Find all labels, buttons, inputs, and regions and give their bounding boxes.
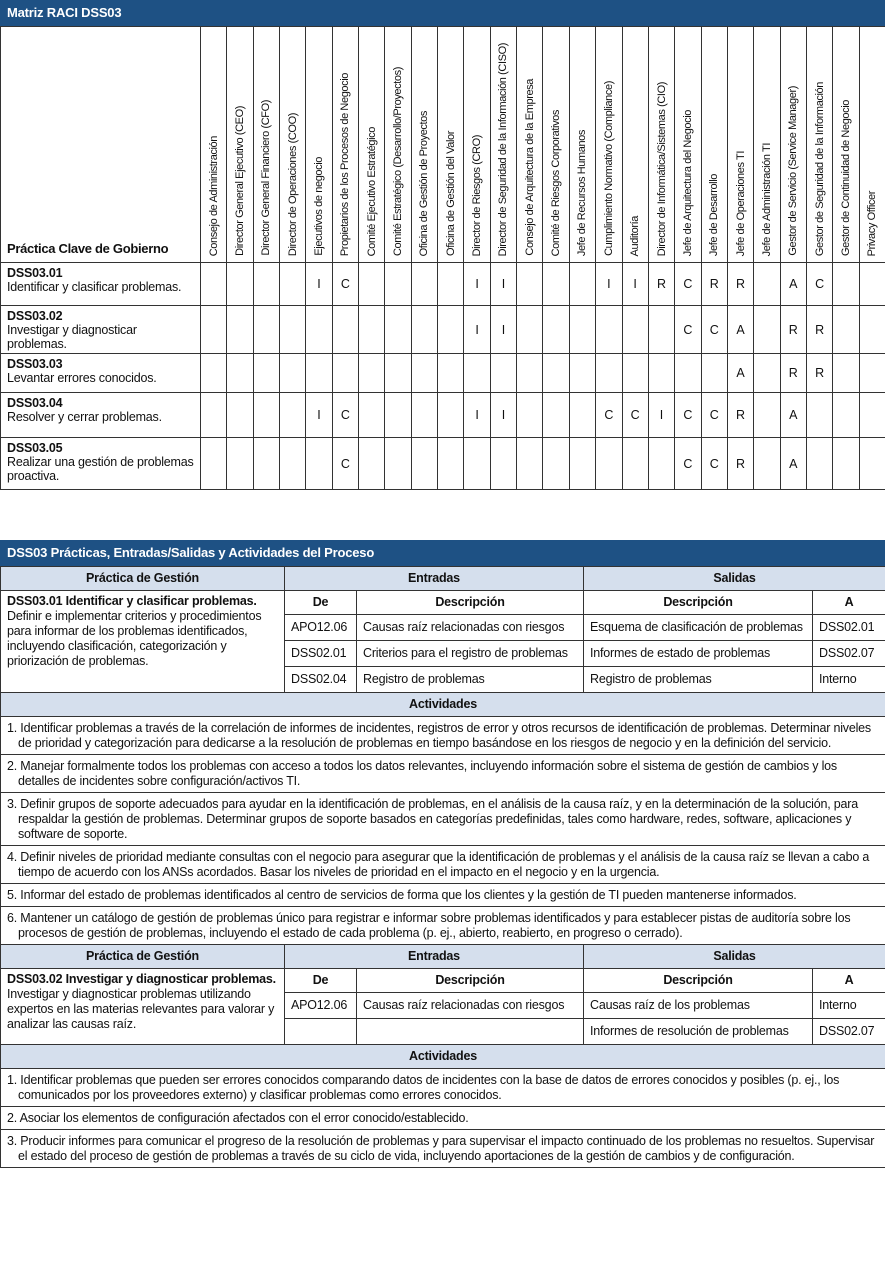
raci-cell: C (332, 263, 358, 306)
raci-cell (622, 438, 648, 490)
raci-cell (648, 438, 674, 490)
raci-role-header (569, 27, 595, 263)
io-from (285, 1019, 357, 1045)
raci-cell (411, 393, 437, 438)
raci-role-label: Director General Financiero (CFO) (260, 100, 273, 256)
raci-cell (201, 354, 227, 393)
raci-cell (596, 438, 622, 490)
raci-role-header (359, 27, 385, 263)
practice-title: DSS03.01 Identificar y clasificar problemas. (7, 594, 257, 608)
raci-row (1, 263, 885, 306)
io-output-description: Esquema de clasificación de problemas (584, 615, 813, 641)
header-inputs: Entradas (285, 945, 584, 969)
subheader-input-description: Descripción (357, 969, 584, 993)
raci-role-header (306, 27, 332, 263)
raci-cell (543, 263, 569, 306)
raci-cell (833, 354, 859, 393)
io-to: DSS02.07 (813, 1019, 885, 1045)
raci-table (0, 26, 885, 490)
raci-cell (253, 438, 279, 490)
raci-cell (833, 263, 859, 306)
raci-cell (490, 438, 516, 490)
raci-cell (438, 393, 464, 438)
activity-cell (1, 884, 885, 907)
raci-practice-id: DSS03.04 (7, 396, 63, 410)
raci-role-header (438, 27, 464, 263)
raci-role-label: Gestor de Seguridad de la Información (813, 81, 826, 256)
process-section (0, 540, 885, 1168)
activities-header-row (1, 693, 885, 717)
raci-role-header (859, 27, 885, 263)
raci-role-label: Gestor de Continuidad de Negocio (839, 100, 852, 256)
raci-cell (648, 306, 674, 354)
raci-cell: I (306, 263, 332, 306)
raci-cell (754, 263, 780, 306)
io-from: APO12.06 (285, 993, 357, 1019)
raci-role-label: Jefe de Arquitectura del Negocio (681, 109, 694, 256)
practice-description: Investigar y diagnosticar problemas utilizando expertos en las materias relevantes para valorar y analizar las causas raíz. (7, 987, 275, 1031)
activity-text: 3. Definir grupos de soporte adecuados para ayudar en la identificación de problemas, en el análisis de la causa raíz, y en la determinación de la solución, para respaldar la gestión de problemas. Determinar grupos de soporte basados en categorías predefinidas, tales como hardware, redes, software, aplicaciones y software de soporte. (7, 797, 858, 841)
raci-cell (253, 306, 279, 354)
raci-cell (411, 306, 437, 354)
raci-cell (332, 354, 358, 393)
raci-practice (1, 438, 201, 490)
raci-corner-label: Práctica Clave de Gobierno (1, 27, 201, 263)
subheader-from: De (285, 969, 357, 993)
io-output-description: Informes de estado de problemas (584, 641, 813, 667)
raci-cell (411, 354, 437, 393)
raci-cell (306, 306, 332, 354)
raci-cell (280, 438, 306, 490)
raci-role-label: Jefe de Recursos Humanos (576, 129, 589, 256)
raci-cell: I (464, 263, 490, 306)
raci-practice-desc: Identificar y clasificar problemas. (7, 280, 182, 294)
raci-cell: R (727, 393, 753, 438)
raci-cell (806, 393, 832, 438)
raci-role-header (648, 27, 674, 263)
raci-cell: C (675, 306, 701, 354)
io-to: DSS02.01 (813, 615, 885, 641)
io-from: APO12.06 (285, 615, 357, 641)
activity-text: 5. Informar del estado de problemas identificados al centro de servicios de forma que los clientes y la gestión de TI pueden mantenerse informados. (7, 888, 797, 902)
raci-cell (227, 438, 253, 490)
raci-cell (227, 306, 253, 354)
practice-header-row (1, 945, 885, 969)
raci-role-label: Privacy Officer (866, 190, 879, 256)
activity-row (1, 884, 885, 907)
raci-cell (859, 438, 885, 490)
raci-cell (306, 438, 332, 490)
raci-cell (201, 393, 227, 438)
raci-section (0, 0, 885, 490)
raci-practice (1, 393, 201, 438)
raci-cell (569, 438, 595, 490)
raci-cell (517, 354, 543, 393)
raci-title: Matriz RACI DSS03 (0, 0, 885, 26)
io-input-description: Causas raíz relacionadas con riesgos (357, 615, 584, 641)
raci-cell (253, 354, 279, 393)
header-outputs: Salidas (584, 567, 885, 591)
activity-text: 1. Identificar problemas que pueden ser errores conocidos comparando datos de incidentes con la base de datos de errores conocidos y posibles (p. ej., los comunicados por los proveedores externo) y clasificar problemas como errores conocidos. (7, 1073, 840, 1102)
activities-header: Actividades (1, 1045, 885, 1069)
raci-cell (359, 263, 385, 306)
raci-cell (675, 354, 701, 393)
raci-cell (280, 306, 306, 354)
raci-role-label: Director de Riesgos (CRO) (471, 134, 484, 256)
raci-cell (833, 438, 859, 490)
raci-cell: A (727, 306, 753, 354)
raci-cell (411, 263, 437, 306)
raci-cell: A (780, 263, 806, 306)
raci-cell (306, 354, 332, 393)
raci-cell: C (332, 438, 358, 490)
raci-role-header (833, 27, 859, 263)
raci-cell (280, 393, 306, 438)
raci-cell (754, 306, 780, 354)
raci-role-label: Cumplimiento Normativo (Compliance) (602, 81, 615, 256)
header-practice: Práctica de Gestión (1, 567, 285, 591)
raci-cell (859, 393, 885, 438)
raci-cell (438, 306, 464, 354)
activity-row (1, 793, 885, 846)
raci-cell (596, 354, 622, 393)
raci-cell (385, 306, 411, 354)
raci-role-label: Consejo de Arquitectura de la Empresa (523, 79, 536, 256)
raci-cell: C (675, 393, 701, 438)
activity-text: 6. Mantener un catálogo de gestión de problemas único para registrar e informar sobre problemas identificados y para establecer pistas de auditoría sobre los procesos de gestión de problemas, incluyendo el estado de cada problema (p. ej., abierto, reabierto, en progreso o cerrado). (7, 911, 851, 940)
raci-role-label: Director de Informática/Sistemas (CIO) (655, 81, 668, 256)
raci-role-label: Gestor de Servicio (Service Manager) (787, 86, 800, 256)
raci-role-header (622, 27, 648, 263)
activities-header-row (1, 1045, 885, 1069)
subheader-output-description: Descripción (584, 969, 813, 993)
raci-role-header (596, 27, 622, 263)
raci-cell: R (727, 438, 753, 490)
raci-row (1, 354, 885, 393)
raci-practice-id: DSS03.01 (7, 266, 63, 280)
raci-role-header (754, 27, 780, 263)
raci-cell (569, 306, 595, 354)
subheader-from: De (285, 591, 357, 615)
raci-role-header (517, 27, 543, 263)
activity-cell (1, 1130, 885, 1168)
activity-text: 1. Identificar problemas a través de la correlación de informes de incidentes, registros de error y otros recursos de identificación de problemas. Determinar niveles de prioridad y categorización para dedicarse a la resolución de problemas en tiempo basándose en los riesgos de negocio y en la definición del servicio. (7, 721, 871, 750)
raci-practice-id: DSS03.05 (7, 441, 63, 455)
activity-cell (1, 1069, 885, 1107)
raci-role-label: Director General Ejecutivo (CEO) (234, 106, 247, 256)
raci-header-row (1, 27, 885, 263)
raci-cell (464, 438, 490, 490)
process-title: DSS03 Prácticas, Entradas/Salidas y Actividades del Proceso (0, 540, 885, 566)
raci-cell (596, 306, 622, 354)
io-from: DSS02.01 (285, 641, 357, 667)
raci-cell: I (648, 393, 674, 438)
subheader-to: A (813, 969, 885, 993)
raci-cell (622, 306, 648, 354)
raci-role-header (675, 27, 701, 263)
raci-cell (359, 354, 385, 393)
raci-role-label: Consejo de Administración (207, 135, 220, 256)
activity-text: 4. Definir niveles de prioridad mediante consultas con el negocio para asegurar que la identificación de problemas y el análisis de la causa raíz se llevan a cabo a tiempo de acuerdo con los ANSs acordados. Basar los niveles de prioridad en el impacto en el negocio y en la urgencia. (7, 850, 870, 879)
raci-cell (543, 438, 569, 490)
raci-cell: R (806, 306, 832, 354)
raci-cell (701, 354, 727, 393)
raci-cell (201, 263, 227, 306)
raci-role-label: Oficina de Gestión de Proyectos (418, 110, 431, 256)
raci-cell: I (490, 306, 516, 354)
raci-role-label: Comité de Riesgos Corporativos (550, 109, 563, 256)
header-outputs: Salidas (584, 945, 885, 969)
raci-cell (517, 438, 543, 490)
io-input-description: Causas raíz relacionadas con riesgos (357, 993, 584, 1019)
activity-text: 3. Producir informes para comunicar el progreso de la resolución de problemas y para supervisar el impacto continuado de los problemas no resueltos. Supervisar el estado del proceso de gestión de problemas a través de su ciclo de vida, incluyendo aportaciones de la gestión de cambios y de configuración. (7, 1134, 875, 1163)
raci-cell: C (701, 438, 727, 490)
raci-cell: I (490, 263, 516, 306)
raci-cell (517, 306, 543, 354)
raci-cell: C (675, 263, 701, 306)
raci-cell (543, 393, 569, 438)
raci-cell (332, 306, 358, 354)
raci-role-header (780, 27, 806, 263)
activity-row (1, 1130, 885, 1168)
raci-cell: C (596, 393, 622, 438)
raci-role-header (490, 27, 516, 263)
raci-cell (464, 354, 490, 393)
raci-cell (438, 263, 464, 306)
activity-cell (1, 793, 885, 846)
subheader-output-description: Descripción (584, 591, 813, 615)
process-body (1, 567, 885, 1168)
raci-cell (648, 354, 674, 393)
header-inputs: Entradas (285, 567, 584, 591)
raci-cell: R (727, 263, 753, 306)
raci-cell (253, 393, 279, 438)
raci-cell (833, 393, 859, 438)
io-output-description: Informes de resolución de problemas (584, 1019, 813, 1045)
raci-row (1, 393, 885, 438)
raci-practice-desc: Investigar y diagnosticar problemas. (7, 323, 137, 351)
raci-practice (1, 354, 201, 393)
raci-practice-desc: Resolver y cerrar problemas. (7, 410, 162, 424)
practice-subheader-row (1, 969, 885, 993)
raci-cell (517, 263, 543, 306)
raci-role-label: Director de Seguridad de la Información (CISO) (497, 42, 510, 256)
io-to: Interno (813, 993, 885, 1019)
raci-practice-id: DSS03.03 (7, 357, 63, 371)
raci-cell: R (701, 263, 727, 306)
raci-cell: C (701, 393, 727, 438)
raci-cell (438, 438, 464, 490)
practice-cell (1, 969, 285, 1045)
raci-cell (569, 393, 595, 438)
raci-role-header (385, 27, 411, 263)
raci-cell: A (780, 438, 806, 490)
activities-header: Actividades (1, 693, 885, 717)
activity-cell (1, 907, 885, 945)
raci-cell (253, 263, 279, 306)
raci-practice-desc: Realizar una gestión de problemas proactiva. (7, 455, 194, 483)
raci-cell (438, 354, 464, 393)
raci-cell: I (596, 263, 622, 306)
header-practice: Práctica de Gestión (1, 945, 285, 969)
raci-cell (806, 438, 832, 490)
raci-cell (385, 438, 411, 490)
raci-role-header (464, 27, 490, 263)
process-table (0, 566, 885, 1168)
raci-cell (859, 354, 885, 393)
raci-cell (227, 354, 253, 393)
activity-cell (1, 1107, 885, 1130)
io-input-description: Criterios para el registro de problemas (357, 641, 584, 667)
raci-role-label: Comité Ejecutivo Estratégico (365, 126, 378, 256)
activity-row (1, 1107, 885, 1130)
raci-role-label: Jefe de Operaciones TI (734, 150, 747, 256)
raci-cell (385, 393, 411, 438)
raci-role-header (701, 27, 727, 263)
activity-cell (1, 717, 885, 755)
raci-role-label: Director de Operaciones (COO) (286, 112, 299, 256)
raci-cell (359, 438, 385, 490)
raci-cell (201, 438, 227, 490)
raci-role-header (806, 27, 832, 263)
raci-cell (359, 306, 385, 354)
raci-cell (569, 354, 595, 393)
raci-cell (385, 263, 411, 306)
raci-cell: A (727, 354, 753, 393)
practice-header-row (1, 567, 885, 591)
practice-title: DSS03.02 Investigar y diagnosticar problemas. (7, 972, 276, 986)
raci-role-header (253, 27, 279, 263)
raci-role-label: Oficina de Gestión del Valor (444, 131, 457, 256)
raci-cell (280, 354, 306, 393)
subheader-to: A (813, 591, 885, 615)
io-output-description: Causas raíz de los problemas (584, 993, 813, 1019)
raci-cell (859, 263, 885, 306)
activity-row (1, 755, 885, 793)
raci-cell: I (622, 263, 648, 306)
activity-text: 2. Manejar formalmente todos los problemas con acceso a todos los datos relevantes, incluyendo información sobre el sistema de gestión de cambios y los detalles de incidentes sobre configuración/activos TI. (7, 759, 837, 788)
raci-role-label: Ejecutivos de negocio (313, 157, 326, 256)
raci-role-header (543, 27, 569, 263)
raci-cell (543, 354, 569, 393)
raci-cell (227, 393, 253, 438)
raci-cell: A (780, 393, 806, 438)
raci-cell (859, 306, 885, 354)
raci-cell (280, 263, 306, 306)
activity-text: 2. Asociar los elementos de configuración afectados con el error conocido/establecido. (7, 1111, 469, 1125)
raci-cell: C (675, 438, 701, 490)
raci-cell: I (490, 393, 516, 438)
raci-role-label: Auditoría (629, 215, 642, 256)
raci-role-header (727, 27, 753, 263)
raci-body (1, 263, 885, 490)
raci-cell (385, 354, 411, 393)
raci-cell: C (332, 393, 358, 438)
raci-cell: R (780, 306, 806, 354)
io-input-description: Registro de problemas (357, 667, 584, 693)
io-output-description: Registro de problemas (584, 667, 813, 693)
activity-cell (1, 846, 885, 884)
raci-practice (1, 306, 201, 354)
activity-row (1, 907, 885, 945)
raci-role-label: Comité Estratégico (Desarrollo/Proyectos) (392, 66, 405, 256)
raci-role-label: Propietarios de los Procesos de Negocio (339, 72, 352, 256)
raci-practice (1, 263, 201, 306)
activity-cell (1, 755, 885, 793)
raci-row (1, 438, 885, 490)
raci-cell: I (464, 393, 490, 438)
raci-cell (754, 438, 780, 490)
activity-row (1, 846, 885, 884)
io-input-description (357, 1019, 584, 1045)
practice-description: Definir e implementar criterios y procedimientos para informar de los problemas identificados, incluyendo clasificación, categorización y priorización de problemas. (7, 609, 262, 668)
raci-cell (359, 393, 385, 438)
raci-cell (227, 263, 253, 306)
io-to: Interno (813, 667, 885, 693)
raci-cell (754, 354, 780, 393)
activity-row (1, 717, 885, 755)
raci-cell (622, 354, 648, 393)
raci-cell (833, 306, 859, 354)
practice-cell (1, 591, 285, 693)
raci-cell (490, 354, 516, 393)
subheader-input-description: Descripción (357, 591, 584, 615)
raci-cell (517, 393, 543, 438)
raci-practice-id: DSS03.02 (7, 309, 63, 323)
raci-cell: C (701, 306, 727, 354)
raci-cell: R (780, 354, 806, 393)
raci-cell: R (806, 354, 832, 393)
raci-cell: C (622, 393, 648, 438)
raci-role-header (411, 27, 437, 263)
raci-practice-desc: Levantar errores conocidos. (7, 371, 157, 385)
raci-cell (411, 438, 437, 490)
raci-cell: I (306, 393, 332, 438)
practice-subheader-row (1, 591, 885, 615)
raci-cell: R (648, 263, 674, 306)
raci-role-label: Jefe de Desarrollo (708, 173, 721, 256)
raci-role-header (227, 27, 253, 263)
raci-row (1, 306, 885, 354)
raci-role-label: Jefe de Administración TI (760, 142, 773, 256)
io-from: DSS02.04 (285, 667, 357, 693)
raci-cell: I (464, 306, 490, 354)
activity-row (1, 1069, 885, 1107)
io-to: DSS02.07 (813, 641, 885, 667)
raci-cell (543, 306, 569, 354)
raci-cell (569, 263, 595, 306)
raci-role-header (201, 27, 227, 263)
raci-cell (201, 306, 227, 354)
raci-cell: C (806, 263, 832, 306)
raci-role-header (332, 27, 358, 263)
raci-cell (754, 393, 780, 438)
raci-role-header (280, 27, 306, 263)
